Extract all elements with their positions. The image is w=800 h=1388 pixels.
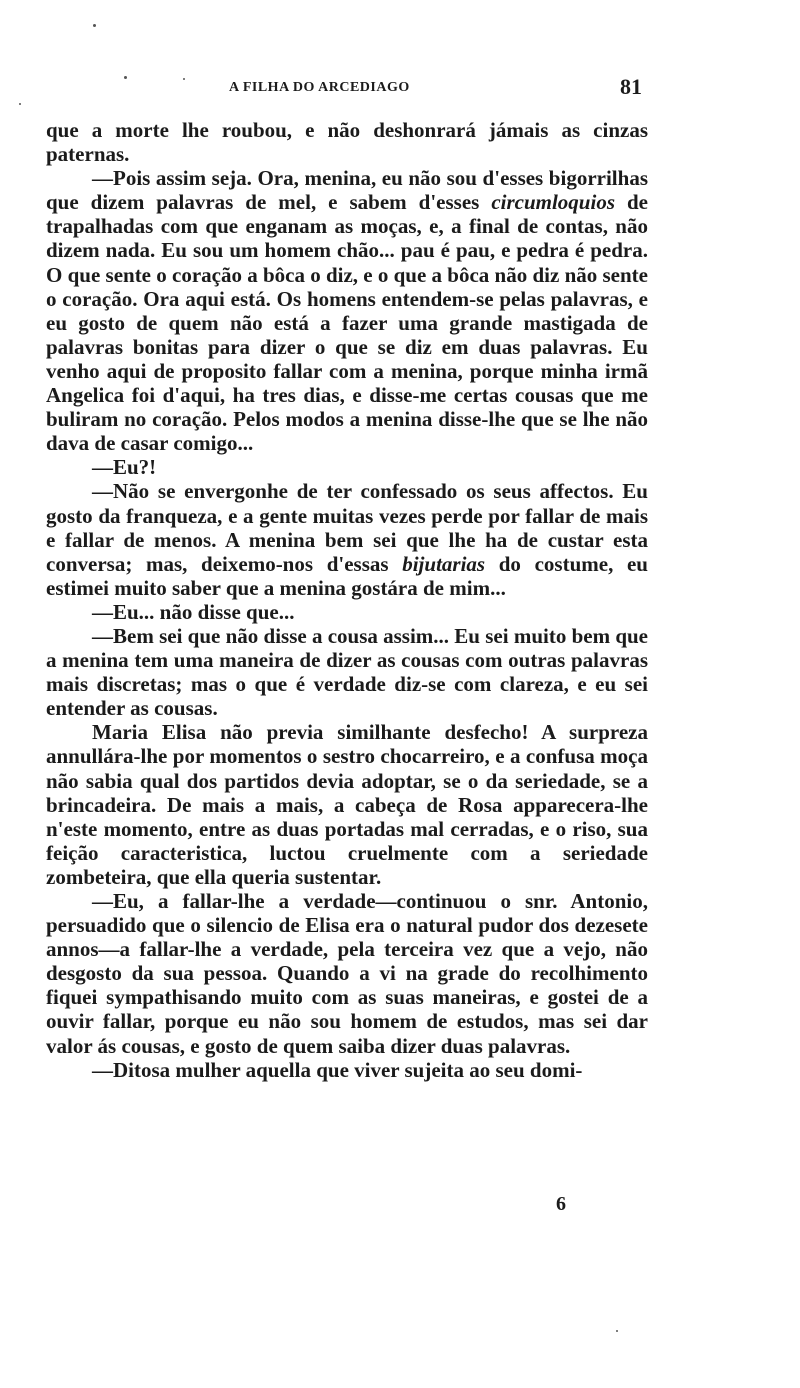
paragraph	[46, 479, 648, 599]
paragraph	[46, 720, 648, 889]
running-title: A FILHA DO ARCEDIAGO	[229, 80, 410, 95]
text-run: —Não se envergonhe de ter confessado os seus affectos. Eu gosto da franqueza, e a gente muitas vezes perde por fallar de mais e fallar de menos. A menina bem sei que lhe ha de custar esta conversa; mas, deixemo-nos d'essas	[46, 479, 648, 576]
paragraph	[46, 624, 648, 720]
print-speck	[616, 1330, 618, 1332]
paragraph	[46, 1058, 648, 1082]
signature-mark: 6	[556, 1193, 566, 1215]
italic-text: bijutarias	[402, 551, 486, 576]
paragraph	[46, 166, 648, 455]
text-run: —Eu?!	[92, 455, 157, 480]
text-run: Maria Elisa não previa similhante desfecho! A surpreza annullára-lhe por momentos o sestro chocarreiro, e a confusa moça não sabia qual dos partidos devia adoptar, se o da seriedade, se a brincadeira. De mais a mais, a cabeça de Rosa apparecera-lhe n'este momento, entre as duas portadas mal cerradas, e o riso, sua feição caracteristica, luctou cruelmente com a seriedade zombeteira, que ella queria sustentar.	[46, 720, 648, 889]
text-run: —Ditosa mulher aquella que viver sujeita ao seu domi-	[92, 1057, 583, 1082]
paragraph	[46, 889, 648, 1058]
text-run: —Pois assim seja. Ora, menina, eu não sou d'esses bigorrilhas que dizem palavras de mel, e sabem d'esses	[46, 166, 648, 215]
print-speck	[19, 103, 21, 105]
text-run: que a morte lhe roubou, e não deshonrará jámais as cinzas paternas.	[46, 118, 648, 167]
print-speck	[124, 76, 127, 79]
paragraph	[46, 455, 648, 479]
text-run: —Eu, a fallar-lhe a verdade—continuou o snr. Antonio, persuadido que o silencio de Elisa era o natural pudor dos dezesete annos—a fallar-lhe a verdade, pela terceira vez que a vejo, não desgosto da sua pessoa. Quando a vi na grade do recolhimento fiquei sympathisando muito com as suas maneiras, e gostei de a ouvir fallar, porque eu não sou homem de estudos, mas sei dar valor ás cousas, e gosto de quem saiba dizer duas palavras.	[46, 889, 648, 1058]
print-speck	[183, 78, 185, 80]
text-run: —Bem sei que não disse a cousa assim... Eu sei muito bem que a menina tem uma maneira de dizer as cousas com outras palavras mais discretas; mas o que é verdade diz-se com clareza, e eu sei entender as cousas.	[46, 623, 648, 721]
text-run: do costume, eu estimei muito saber que a menina gostára de mim...	[46, 551, 648, 600]
text-run: de trapalhadas com que enganam as moças, e, a final de contas, não dizem nada. Eu sou um homem chão... pau é pau, e pedra é pedra. O que sente o coração a bôca o diz, e o que a bôca não diz não sente o coração. Ora aqui está. Os homens entendem-se pelas palavras, e eu gosto de quem não está a fazer uma grande mastigada de palavras bonitas para dizer o que se diz em duas palavras. Eu venho aqui de proposito fallar com a menina, porque minha irmã Angelica foi d'aqui, ha tres dias, e disse-me certas cousas que me buliram no coração. Pelos modos a menina disse-lhe que se lhe não dava de casar comigo...	[46, 190, 648, 456]
body-text	[46, 118, 648, 1082]
paragraph	[46, 118, 648, 166]
print-speck	[93, 24, 96, 27]
text-run: —Eu... não disse que...	[92, 599, 295, 624]
page-number: 81	[620, 74, 642, 99]
italic-text: circumloquios	[491, 190, 615, 215]
paragraph	[46, 600, 648, 624]
